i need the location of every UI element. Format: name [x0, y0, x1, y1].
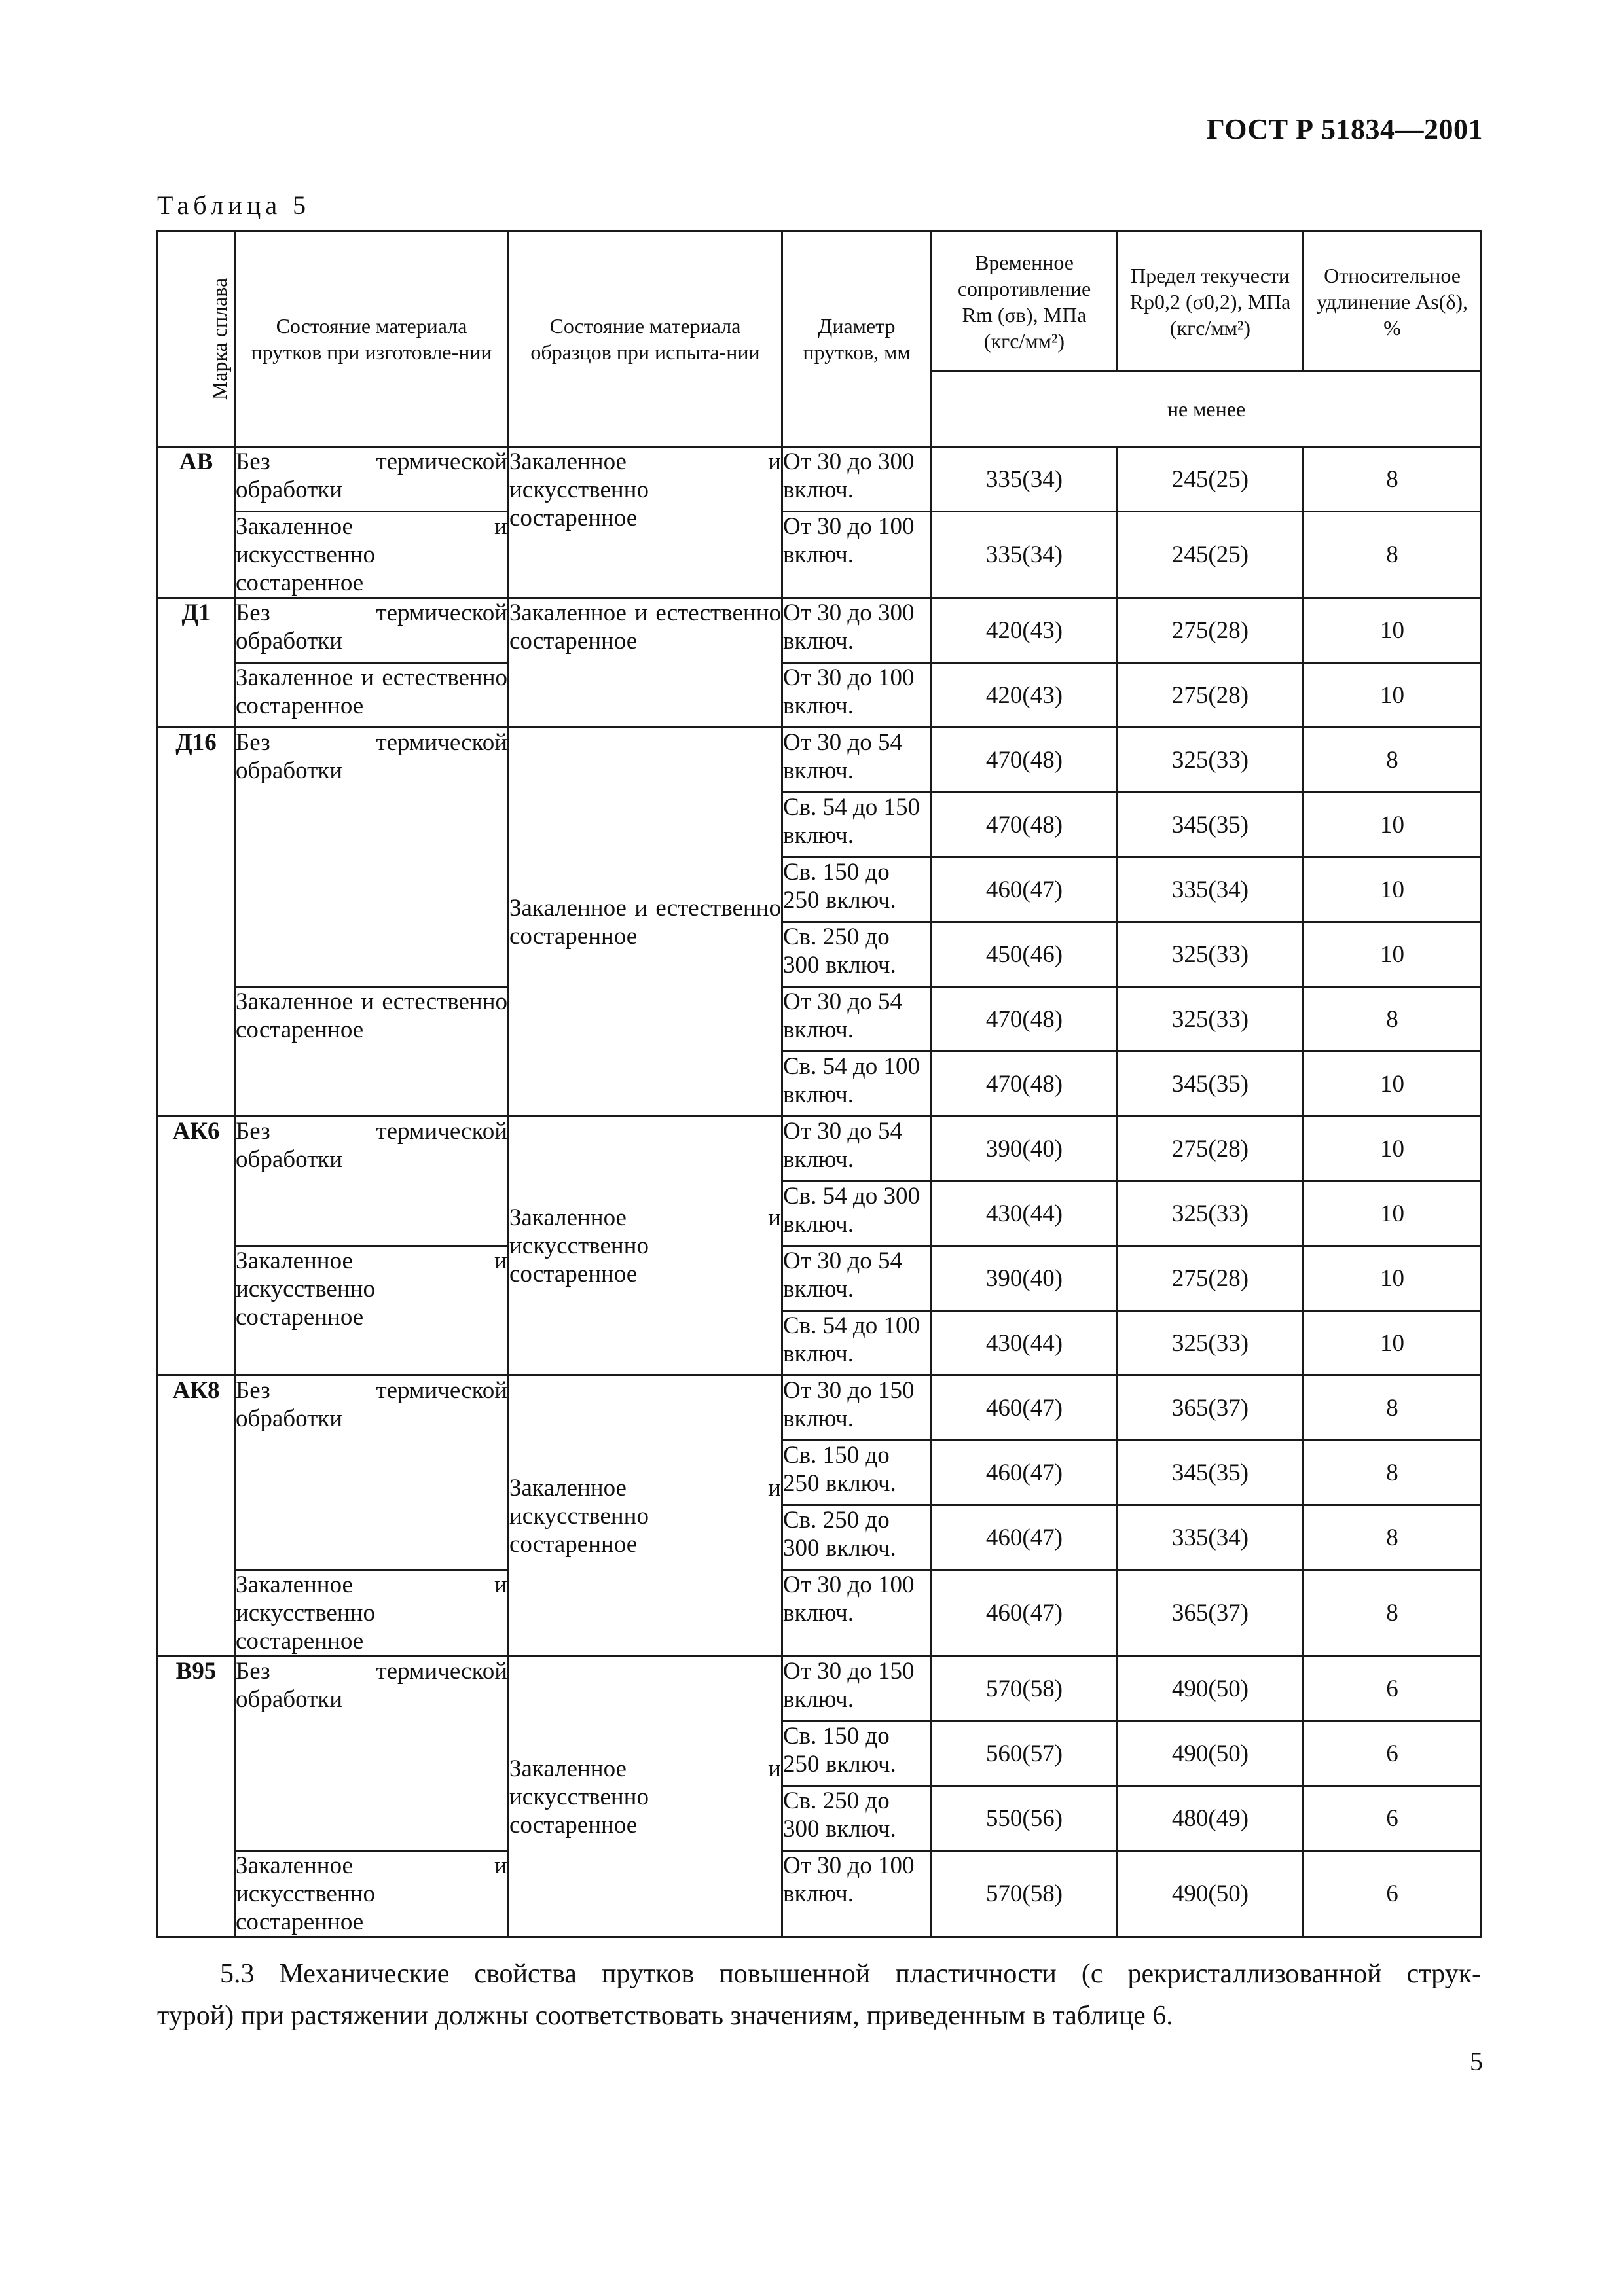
tensile-strength-cell: 460(47)	[932, 1441, 1118, 1505]
yield-strength-cell: 365(37)	[1118, 1570, 1304, 1657]
tensile-strength-cell: 335(34)	[932, 447, 1118, 512]
table-body	[158, 447, 1482, 1937]
diameter-cell: От 30 до 300 включ.	[782, 447, 932, 512]
test-state-cell: Закаленное и искусственно состаренное	[509, 1376, 782, 1657]
yield-strength-cell: 490(50)	[1118, 1657, 1304, 1721]
elongation-cell: 10	[1304, 1311, 1482, 1376]
elongation-cell: 6	[1304, 1786, 1482, 1851]
elongation-cell: 10	[1304, 1117, 1482, 1181]
document-standard-number: ГОСТ Р 51834—2001	[1206, 113, 1483, 145]
elongation-cell: 6	[1304, 1657, 1482, 1721]
table-row	[158, 1570, 1482, 1657]
tensile-strength-cell: 570(58)	[932, 1851, 1118, 1937]
tensile-strength-cell: 460(47)	[932, 1376, 1118, 1441]
table-row	[158, 663, 1482, 728]
manufacture-state-cell: Закаленное и искусственно состаренное	[235, 1851, 509, 1937]
alloy-grade-cell: Д16	[158, 728, 235, 1117]
header-alloy: Марка сплава	[158, 232, 235, 447]
manufacture-state-cell: Без термической обработки	[235, 728, 509, 987]
diameter-cell: Св. 250 до 300 включ.	[782, 1505, 932, 1570]
elongation-cell: 8	[1304, 987, 1482, 1052]
table-row	[158, 1246, 1482, 1311]
tensile-strength-cell: 420(43)	[932, 598, 1118, 663]
yield-strength-cell: 275(28)	[1118, 663, 1304, 728]
section-5-3-paragraph	[157, 1953, 1481, 2037]
tensile-strength-cell: 470(48)	[932, 1052, 1118, 1117]
diameter-cell: От 30 до 100 включ.	[782, 1851, 932, 1937]
manufacture-state-cell: Закаленное и искусственно состаренное	[235, 512, 509, 598]
elongation-cell: 10	[1304, 1052, 1482, 1117]
diameter-cell: Св. 150 до 250 включ.	[782, 857, 932, 922]
yield-strength-cell: 325(33)	[1118, 1181, 1304, 1246]
tensile-strength-cell: 390(40)	[932, 1246, 1118, 1311]
yield-strength-cell: 325(33)	[1118, 922, 1304, 987]
yield-strength-cell: 345(35)	[1118, 793, 1304, 857]
alloy-grade-cell: АК6	[158, 1117, 235, 1376]
header-test-state: Состояние материала образцов при испыта-нии	[509, 232, 782, 447]
manufacture-state-cell: Без термической обработки	[235, 1376, 509, 1570]
table-row	[158, 1657, 1482, 1721]
tensile-strength-cell: 460(47)	[932, 857, 1118, 922]
elongation-cell: 8	[1304, 447, 1482, 512]
alloy-grade-cell: АВ	[158, 447, 235, 598]
header-yield-strength: Предел текучести Rp0,2 (σ0,2), МПа (кгс/мм²)	[1118, 232, 1304, 372]
elongation-cell: 6	[1304, 1851, 1482, 1937]
yield-strength-cell: 325(33)	[1118, 987, 1304, 1052]
manufacture-state-cell: Закаленное и искусственно состаренное	[235, 1246, 509, 1376]
diameter-cell: От 30 до 54 включ.	[782, 728, 932, 793]
yield-strength-cell: 490(50)	[1118, 1721, 1304, 1786]
diameter-cell: Св. 54 до 100 включ.	[782, 1052, 932, 1117]
diameter-cell: Св. 250 до 300 включ.	[782, 1786, 932, 1851]
yield-strength-cell: 335(34)	[1118, 857, 1304, 922]
yield-strength-cell: 325(33)	[1118, 728, 1304, 793]
yield-strength-cell: 345(35)	[1118, 1441, 1304, 1505]
yield-strength-cell: 335(34)	[1118, 1505, 1304, 1570]
diameter-cell: От 30 до 100 включ.	[782, 512, 932, 598]
paragraph-line: 5.3 Механические свойства прутков повышенной пластичности (с рекристаллизованной струк-	[220, 1959, 1481, 1989]
elongation-cell: 8	[1304, 1570, 1482, 1657]
elongation-cell: 8	[1304, 728, 1482, 793]
diameter-cell: От 30 до 54 включ.	[782, 987, 932, 1052]
alloy-grade-cell: В95	[158, 1657, 235, 1937]
manufacture-state-cell: Закаленное и искусственно состаренное	[235, 1570, 509, 1657]
table-row	[158, 987, 1482, 1052]
table-row	[158, 1376, 1482, 1441]
yield-strength-cell: 245(25)	[1118, 447, 1304, 512]
diameter-cell: Св. 150 до 250 включ.	[782, 1721, 932, 1786]
tensile-strength-cell: 570(58)	[932, 1657, 1118, 1721]
test-state-cell: Закаленное и естественно состаренное	[509, 598, 782, 728]
diameter-cell: От 30 до 150 включ.	[782, 1657, 932, 1721]
table-row	[158, 1117, 1482, 1181]
header-manufacture-state: Состояние материала прутков при изготовле-нии	[235, 232, 509, 447]
diameter-cell: От 30 до 54 включ.	[782, 1117, 932, 1181]
table-row	[158, 598, 1482, 663]
elongation-cell: 10	[1304, 1181, 1482, 1246]
elongation-cell: 8	[1304, 1376, 1482, 1441]
alloy-grade-cell: Д1	[158, 598, 235, 728]
elongation-cell: 10	[1304, 598, 1482, 663]
tensile-strength-cell: 430(44)	[932, 1311, 1118, 1376]
diameter-cell: От 30 до 300 включ.	[782, 598, 932, 663]
diameter-cell: От 30 до 100 включ.	[782, 1570, 932, 1657]
manufacture-state-cell: Закаленное и естественно состаренное	[235, 987, 509, 1117]
tensile-strength-cell: 335(34)	[932, 512, 1118, 598]
diameter-cell: От 30 до 54 включ.	[782, 1246, 932, 1311]
header-tensile-strength: Временное сопротивление Rm (σв), МПа (кгс/мм²)	[932, 232, 1118, 372]
yield-strength-cell: 345(35)	[1118, 1052, 1304, 1117]
diameter-cell: Св. 54 до 150 включ.	[782, 793, 932, 857]
elongation-cell: 10	[1304, 1246, 1482, 1311]
table-row	[158, 447, 1482, 512]
header-elongation: Относительное удлинение As(δ), %	[1304, 232, 1482, 372]
manufacture-state-cell: Без термической обработки	[235, 447, 509, 512]
yield-strength-cell: 275(28)	[1118, 1246, 1304, 1311]
diameter-cell: Св. 250 до 300 включ.	[782, 922, 932, 987]
diameter-cell: От 30 до 150 включ.	[782, 1376, 932, 1441]
test-state-cell: Закаленное и искусственно состаренное	[509, 447, 782, 598]
diameter-cell: Св. 54 до 100 включ.	[782, 1311, 932, 1376]
tensile-strength-cell: 550(56)	[932, 1786, 1118, 1851]
yield-strength-cell: 365(37)	[1118, 1376, 1304, 1441]
tensile-strength-cell: 430(44)	[932, 1181, 1118, 1246]
tensile-strength-cell: 420(43)	[932, 663, 1118, 728]
elongation-cell: 6	[1304, 1721, 1482, 1786]
tensile-strength-cell: 470(48)	[932, 793, 1118, 857]
yield-strength-cell: 325(33)	[1118, 1311, 1304, 1376]
table-row	[158, 728, 1482, 793]
elongation-cell: 10	[1304, 663, 1482, 728]
diameter-cell: От 30 до 100 включ.	[782, 663, 932, 728]
yield-strength-cell: 275(28)	[1118, 1117, 1304, 1181]
tensile-strength-cell: 390(40)	[932, 1117, 1118, 1181]
elongation-cell: 8	[1304, 1505, 1482, 1570]
test-state-cell: Закаленное и естественно состаренное	[509, 728, 782, 1117]
table-row	[158, 512, 1482, 598]
test-state-cell: Закаленное и искусственно состаренное	[509, 1117, 782, 1376]
yield-strength-cell: 245(25)	[1118, 512, 1304, 598]
elongation-cell: 10	[1304, 857, 1482, 922]
tensile-strength-cell: 470(48)	[932, 728, 1118, 793]
diameter-cell: Св. 54 до 300 включ.	[782, 1181, 932, 1246]
yield-strength-cell: 480(49)	[1118, 1786, 1304, 1851]
tensile-strength-cell: 560(57)	[932, 1721, 1118, 1786]
alloy-grade-cell: АК8	[158, 1376, 235, 1657]
diameter-cell: Св. 150 до 250 включ.	[782, 1441, 932, 1505]
elongation-cell: 10	[1304, 793, 1482, 857]
elongation-cell: 10	[1304, 922, 1482, 987]
tensile-strength-cell: 460(47)	[932, 1570, 1118, 1657]
tensile-strength-cell: 450(46)	[932, 922, 1118, 987]
header-diameter: Диаметр прутков, мм	[782, 232, 932, 447]
mechanical-properties-table	[156, 230, 1482, 1938]
manufacture-state-cell: Без термической обработки	[235, 1657, 509, 1851]
test-state-cell: Закаленное и искусственно состаренное	[509, 1657, 782, 1937]
table-row	[158, 1851, 1482, 1937]
header-minimum-note: не менее	[932, 372, 1482, 447]
paragraph-line: турой) при растяжении должны соответствовать значениям, приведенным в таблице 6.	[157, 2001, 1173, 2031]
manufacture-state-cell: Без термической обработки	[235, 1117, 509, 1246]
manufacture-state-cell: Без термической обработки	[235, 598, 509, 663]
manufacture-state-cell: Закаленное и естественно состаренное	[235, 663, 509, 728]
tensile-strength-cell: 460(47)	[932, 1505, 1118, 1570]
yield-strength-cell: 275(28)	[1118, 598, 1304, 663]
table-caption: Таблица 5	[157, 190, 311, 220]
tensile-strength-cell: 470(48)	[932, 987, 1118, 1052]
elongation-cell: 8	[1304, 1441, 1482, 1505]
page-number: 5	[1470, 2047, 1483, 2076]
yield-strength-cell: 490(50)	[1118, 1851, 1304, 1937]
elongation-cell: 8	[1304, 512, 1482, 598]
